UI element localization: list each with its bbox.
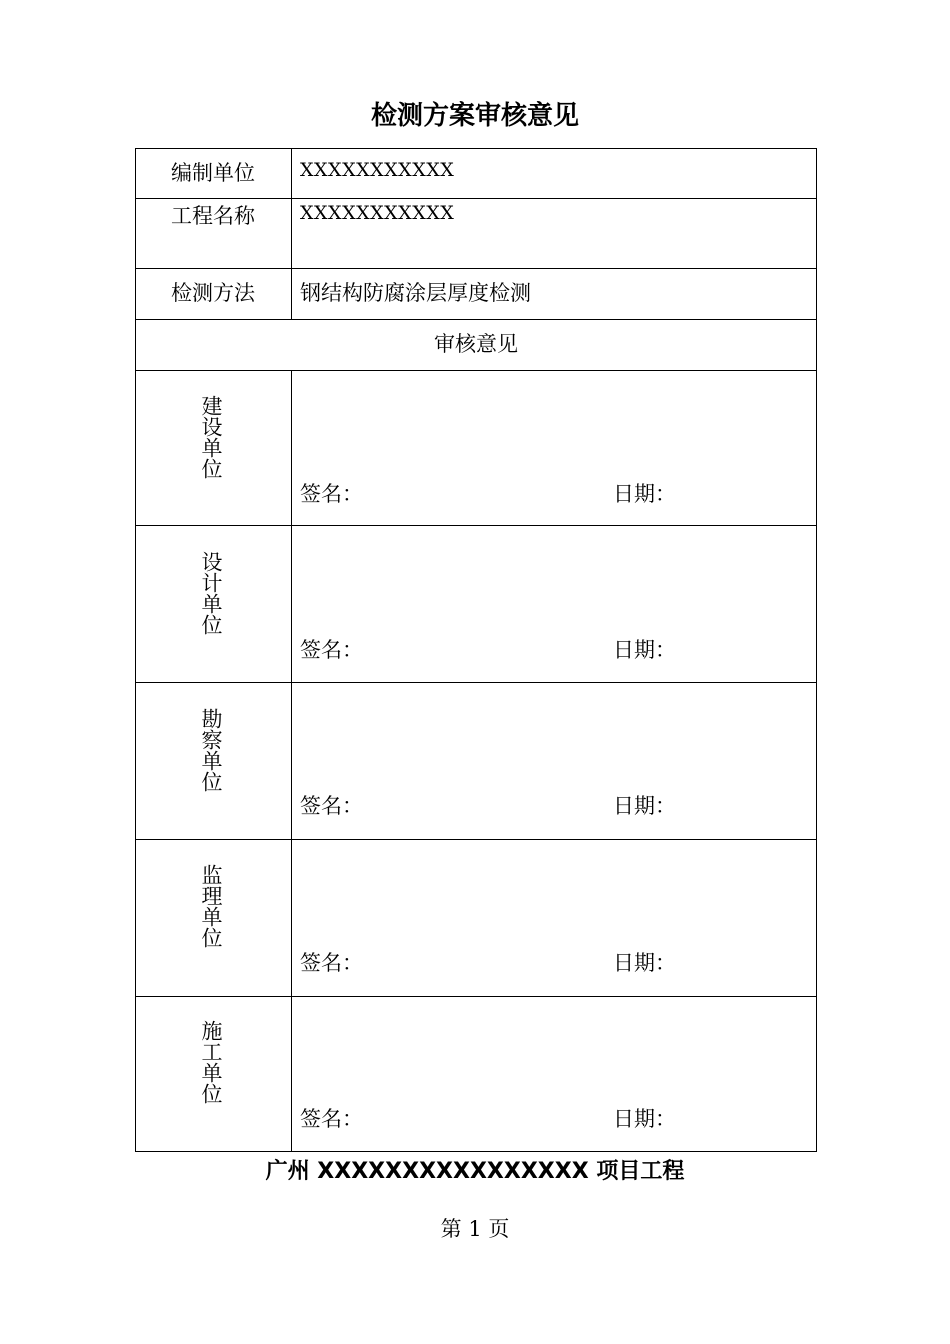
review-form-table [135, 148, 817, 1152]
row-divider [135, 319, 817, 320]
project-name-value: XXXXXXXXXXX [300, 202, 455, 224]
signature-label: 签名： [300, 1107, 363, 1131]
date-label: 日期： [613, 794, 676, 818]
row-divider [135, 198, 817, 199]
method-label: 检测方法 [171, 281, 255, 305]
compiler-value: XXXXXXXXXXX [300, 159, 455, 181]
table-border-bottom [135, 1151, 817, 1152]
document-title: 检测方案审核意见 [370, 101, 579, 131]
signature-label: 签名： [300, 794, 363, 818]
signature-label: 签名： [300, 482, 363, 506]
date-label: 日期： [613, 638, 676, 662]
unit-label-design: 设计单位 [199, 551, 223, 635]
row-divider [135, 370, 817, 371]
review-header: 审核意见 [434, 332, 518, 356]
row-divider [135, 682, 817, 683]
unit-label-construction-contractor: 施工单位 [199, 1020, 223, 1104]
table-border-top [135, 148, 817, 149]
column-divider [291, 370, 292, 1152]
row-divider [135, 525, 817, 526]
row-divider [135, 268, 817, 269]
signature-label: 签名： [300, 638, 363, 662]
unit-label-survey: 勘察单位 [199, 708, 223, 792]
page-number: 第 1 页 [440, 1217, 510, 1241]
project-name-label: 工程名称 [171, 204, 255, 228]
row-divider [135, 839, 817, 840]
table-border-right [816, 148, 817, 1152]
date-label: 日期： [613, 1107, 676, 1131]
method-value: 钢结构防腐涂层厚度检测 [300, 281, 531, 305]
signature-label: 签名： [300, 951, 363, 975]
row-divider [135, 996, 817, 997]
date-label: 日期： [613, 482, 676, 506]
footer-project-name: 广州 XXXXXXXXXXXXXXXX 项目工程 [265, 1159, 685, 1184]
date-label: 日期： [613, 951, 676, 975]
unit-label-construction: 建设单位 [199, 395, 223, 479]
compiler-label: 编制单位 [171, 161, 255, 185]
unit-label-supervision: 监理单位 [199, 864, 223, 948]
column-divider [291, 148, 292, 319]
